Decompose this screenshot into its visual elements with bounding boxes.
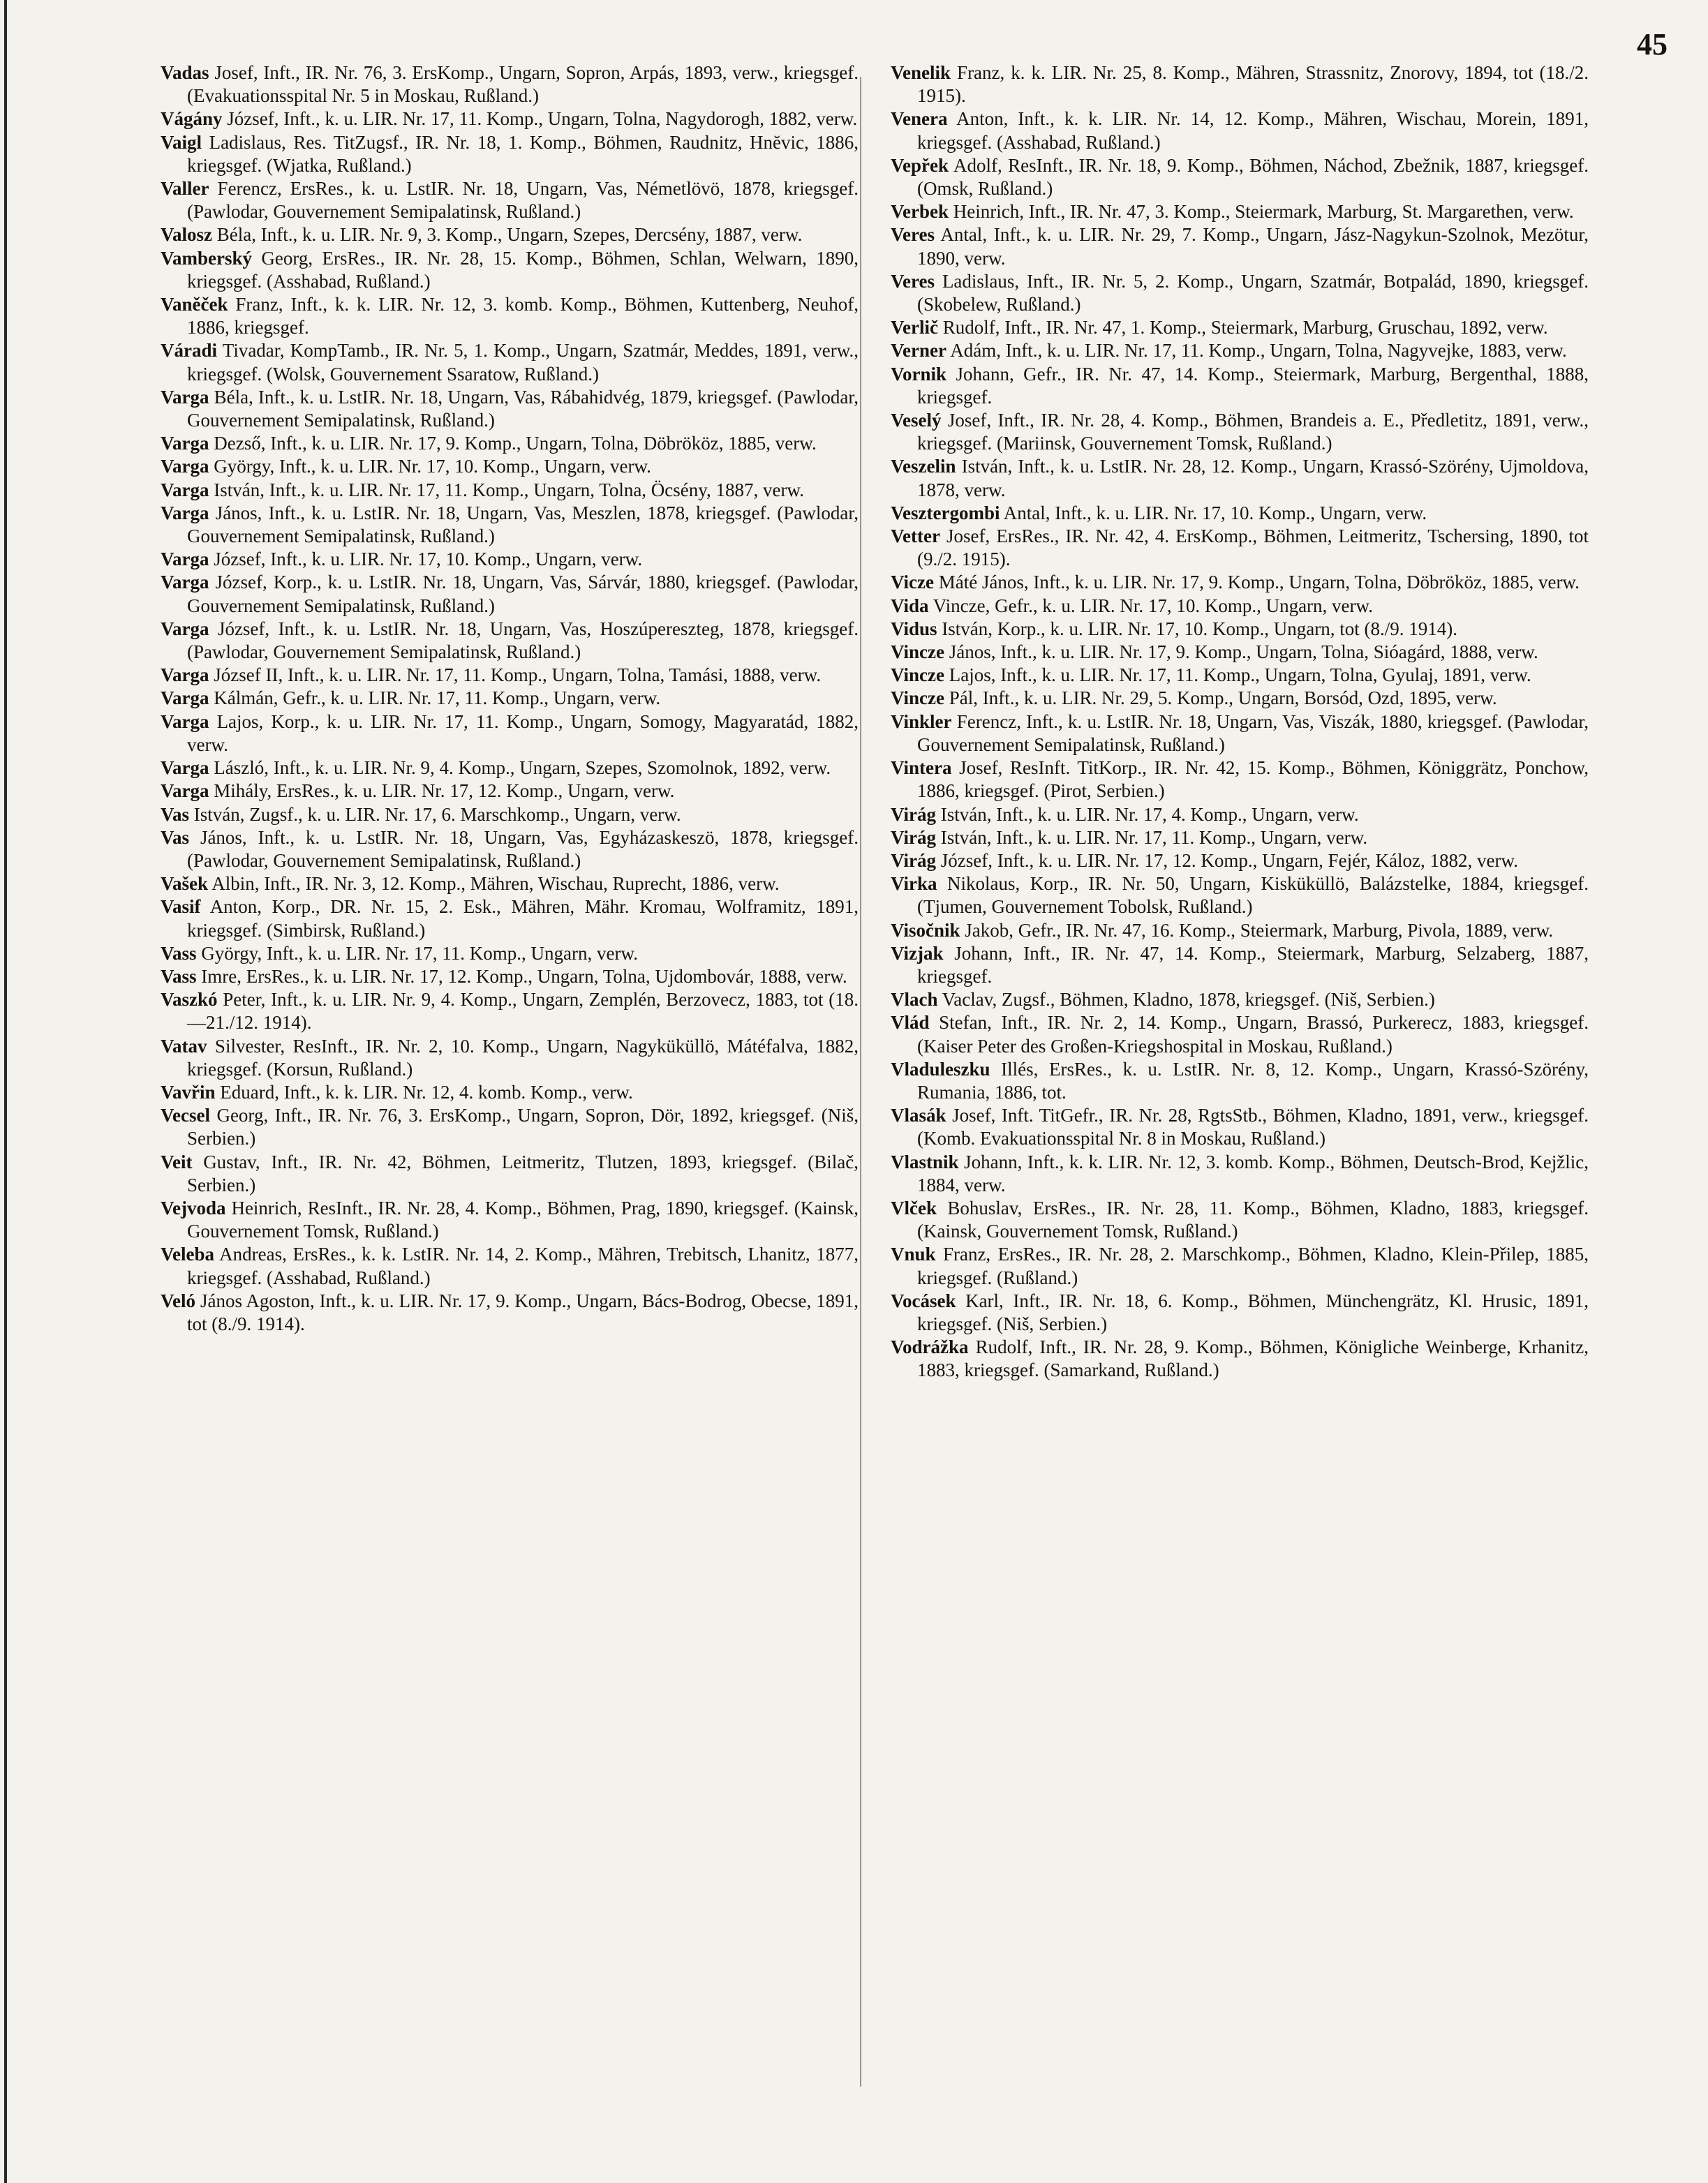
entry-details: István, Inft., k. u. LIR. Nr. 17, 11. Komp., Ungarn, verw. <box>940 826 1368 848</box>
entry-surname: Vocásek <box>891 1290 956 1311</box>
entry-details: Anton, Korp., DR. Nr. 15, 2. Esk., Mähren, Mähr. Kromau, Wolframitz, 1891, kriegsgef. (Simbirsk, Rußland.) <box>187 896 859 941</box>
entry-details: János, Inft., k. u. LstIR. Nr. 18, Ungarn, Vas, Egyházaskeszö, 1878, kriegsgef. (Pawlodar, Gouvernement Semipalatinsk, Rußland.) <box>187 826 859 871</box>
entry-details: Máté János, Inft., k. u. LIR. Nr. 17, 9. Komp., Ungarn, Tolna, Döbrököz, 1885, verw. <box>938 572 1580 593</box>
entry-details: János, Inft., k. u. LIR. Nr. 17, 9. Komp., Ungarn, Tolna, Sióagárd, 1888, verw. <box>949 641 1538 663</box>
page-number: 45 <box>1637 27 1668 61</box>
register-entry <box>161 757 859 780</box>
register-entry <box>891 316 1589 339</box>
entry-details: Peter, Inft., k. u. LIR. Nr. 9, 4. Komp., Ungarn, Zemplén, Berzovecz, 1883, tot (18.—21./12. 1914). <box>187 989 859 1034</box>
entry-surname: Vlasák <box>891 1105 946 1126</box>
entry-surname: Veres <box>891 224 935 246</box>
register-entry <box>161 1197 859 1243</box>
register-entry <box>891 803 1589 826</box>
register-entry <box>891 1104 1589 1150</box>
entry-surname: Varga <box>161 687 209 709</box>
register-entry <box>891 339 1589 362</box>
entry-surname: Vejvoda <box>161 1197 226 1219</box>
register-entry <box>891 710 1589 757</box>
register-entry <box>161 247 859 293</box>
register-entry <box>161 571 859 617</box>
entry-details: Karl, Inft., IR. Nr. 18, 6. Komp., Böhmen, Münchengrätz, Kl. Hrusic, 1891, kriegsgef. (Niš, Serbien.) <box>917 1290 1589 1334</box>
entry-surname: Varga <box>161 757 209 779</box>
register-entry <box>891 455 1589 501</box>
entry-surname: Valosz <box>161 224 213 246</box>
register-entry <box>891 1058 1589 1104</box>
register-entry <box>891 502 1589 525</box>
entry-details: Eduard, Inft., k. k. LIR. Nr. 12, 4. komb. Komp., verw. <box>220 1081 633 1103</box>
entry-details: Josef, ResInft. TitKorp., IR. Nr. 42, 15. Komp., Böhmen, Königgrätz, Ponchow, 1886, kriegsgef. (Pirot, Serbien.) <box>917 757 1589 802</box>
register-entry <box>891 595 1589 618</box>
register-entry <box>891 525 1589 571</box>
entry-surname: Vlastnik <box>891 1151 959 1172</box>
entry-details: Rudolf, Inft., IR. Nr. 28, 9. Komp., Böhmen, Königliche Weinberge, Krhanitz, 1883, kriegsgef. (Samarkand, Rußland.) <box>917 1336 1589 1381</box>
entry-details: Stefan, Inft., IR. Nr. 2, 14. Komp., Ungarn, Brassó, Purkerecz, 1883, kriegsgef. (Kaiser Peter des Großen-Kriegshospital in Moskau, Rußland.) <box>917 1012 1589 1057</box>
register-entry <box>161 710 859 757</box>
entry-surname: Vinkler <box>891 710 952 732</box>
entry-surname: Veselý <box>891 410 942 431</box>
entry-surname: Vatav <box>161 1035 207 1057</box>
entry-surname: Vizjak <box>891 942 944 964</box>
entry-surname: Venelik <box>891 62 951 83</box>
entry-surname: Veit <box>161 1151 193 1172</box>
entry-details: Josef, Inft., IR. Nr. 76, 3. ErsKomp., Ungarn, Sopron, Arpás, 1893, verw., kriegsgef. (Evakuationsspital Nr. 5 in Moskau, Rußland.) <box>187 62 859 107</box>
entry-details: Antal, Inft., k. u. LIR. Nr. 17, 10. Komp., Ungarn, verw. <box>1003 502 1427 523</box>
register-entry <box>161 1081 859 1104</box>
entry-surname: Varga <box>161 664 209 686</box>
entry-details: Bohuslav, ErsRes., IR. Nr. 28, 11. Komp., Böhmen, Kladno, 1883, kriegsgef. (Kainsk, Gouvernement Tomsk, Rußland.) <box>917 1197 1589 1242</box>
left-column <box>161 61 859 1336</box>
register-entry <box>161 803 859 826</box>
entry-details: Tivadar, KompTamb., IR. Nr. 5, 1. Komp., Ungarn, Szatmár, Meddes, 1891, verw., kriegsgef. (Wolsk, Gouvernement Ssaratow, Rußland.) <box>187 340 859 385</box>
register-entry <box>161 687 859 710</box>
entry-details: Ladislaus, Res. TitZugsf., IR. Nr. 18, 1. Komp., Böhmen, Raudnitz, Hnĕvic, 1886, kriegsgef. (Wjatka, Rußland.) <box>187 131 859 176</box>
register-entry <box>161 780 859 803</box>
entry-details: Béla, Inft., k. u. LstIR. Nr. 18, Ungarn, Vas, Rábahidvég, 1879, kriegsgef. (Pawlodar, Gouvernement Semipalatinsk, Rußland.) <box>187 386 859 431</box>
register-entry <box>891 223 1589 269</box>
entry-surname: Verlič <box>891 317 938 338</box>
entry-details: Josef, Inft., IR. Nr. 28, 4. Komp., Böhmen, Brandeis a. E., Předletitz, 1891, verw., kriegsgef. (Mariinsk, Gouvernement Tomsk, Rußland.) <box>917 410 1589 454</box>
entry-details: Rudolf, Inft., IR. Nr. 47, 1. Komp., Steiermark, Marburg, Gruschau, 1892, verw. <box>942 317 1548 338</box>
entry-surname: Visočnik <box>891 919 960 941</box>
entry-details: Nikolaus, Korp., IR. Nr. 50, Ungarn, Kisküküllö, Balázstelke, 1884, kriegsgef. (Tjumen, Gouvernement Tobolsk, Rußland.) <box>917 873 1589 918</box>
entry-surname: Vass <box>161 942 197 964</box>
entry-surname: Vágány <box>161 108 223 130</box>
entry-details: Antal, Inft., k. u. LIR. Nr. 29, 7. Komp., Ungarn, Jász-Nagykun-Szolnok, Mezötur, 1890, verw. <box>917 224 1589 269</box>
entry-surname: Veleba <box>161 1244 215 1265</box>
register-entry <box>161 293 859 339</box>
register-entry <box>161 131 859 177</box>
register-entry <box>161 339 859 385</box>
entry-surname: Varga <box>161 479 209 500</box>
entry-surname: Varga <box>161 433 209 454</box>
entry-details: József II, Inft., k. u. LIR. Nr. 17, 11. Komp., Ungarn, Tolna, Tamási, 1888, verw. <box>214 664 822 686</box>
entry-details: Heinrich, ResInft., IR. Nr. 28, 4. Komp., Böhmen, Prag, 1890, kriegsgef. (Kainsk, Gouvernement Tomsk, Rußland.) <box>187 1197 859 1242</box>
entry-details: Georg, ErsRes., IR. Nr. 28, 15. Komp., Böhmen, Schlan, Welwarn, 1890, kriegsgef. (Asshabad, Rußland.) <box>187 247 859 292</box>
register-entry <box>891 107 1589 154</box>
register-entry <box>891 1243 1589 1289</box>
entry-details: József, Inft., k. u. LIR. Nr. 17, 10. Komp., Ungarn, verw. <box>214 549 643 570</box>
register-entry <box>891 1151 1589 1197</box>
entry-surname: Vaigl <box>161 131 202 153</box>
entry-surname: Vnuk <box>891 1244 936 1265</box>
register-entry <box>891 200 1589 223</box>
entry-details: Silvester, ResInft., IR. Nr. 2, 10. Komp., Ungarn, Nagyküküllö, Mátéfalva, 1882, kriegsgef. (Korsun, Rußland.) <box>187 1035 859 1080</box>
entry-surname: Vamberský <box>161 247 253 269</box>
entry-details: Johann, Inft., k. k. LIR. Nr. 12, 3. komb. Komp., Böhmen, Deutsch-Brod, Kejžlic, 1884, verw. <box>917 1151 1589 1195</box>
register-entry <box>891 409 1589 455</box>
entry-surname: Vašek <box>161 873 209 895</box>
register-entry <box>891 1197 1589 1243</box>
entry-details: Gustav, Inft., IR. Nr. 42, Böhmen, Leitmeritz, Tlutzen, 1893, kriegsgef. (Bilač, Serbien.) <box>187 1151 859 1195</box>
register-entry <box>161 618 859 664</box>
entry-surname: Venera <box>891 108 948 130</box>
register-entry <box>161 942 859 965</box>
entry-details: Imre, ErsRes., k. u. LIR. Nr. 17, 12. Komp., Ungarn, Tolna, Ujdombovár, 1888, verw. <box>201 965 847 987</box>
entry-details: Vaclav, Zugsf., Böhmen, Kladno, 1878, kriegsgef. (Niš, Serbien.) <box>942 989 1435 1011</box>
entry-details: István, Inft., k. u. LIR. Nr. 17, 11. Komp., Ungarn, Tolna, Öcsény, 1887, verw. <box>214 479 804 500</box>
entry-details: Johann, Inft., IR. Nr. 47, 14. Komp., Steiermark, Marburg, Selzaberg, 1887, kriegsgef. <box>917 942 1589 987</box>
entry-surname: Varga <box>161 502 209 523</box>
entry-surname: Varga <box>161 456 209 477</box>
column-divider <box>860 77 861 2087</box>
entry-details: György, Inft., k. u. LIR. Nr. 17, 11. Komp., Ungarn, verw. <box>201 942 638 964</box>
register-entry <box>891 872 1589 918</box>
entry-surname: Vecsel <box>161 1105 210 1126</box>
entry-details: László, Inft., k. u. LIR. Nr. 9, 4. Komp., Ungarn, Szepes, Szomolnok, 1892, verw. <box>214 757 831 779</box>
entry-details: Adolf, ResInft., IR. Nr. 18, 9. Komp., Böhmen, Náchod, Zbežnik, 1887, kriegsgef. (Omsk, Rußland.) <box>917 154 1589 200</box>
entry-details: György, Inft., k. u. LIR. Nr. 17, 10. Komp., Ungarn, verw. <box>214 456 651 477</box>
register-entry <box>161 479 859 502</box>
entry-details: Ferencz, Inft., k. u. LstIR. Nr. 18, Ungarn, Vas, Viszák, 1880, kriegsgef. (Pawlodar, Gouvernement Semipalatinsk, Rußland.) <box>917 710 1589 755</box>
register-entry <box>161 872 859 895</box>
entry-details: Lajos, Korp., k. u. LIR. Nr. 17, 11. Komp., Ungarn, Somogy, Magyaratád, 1882, verw. <box>187 710 859 755</box>
entry-details: Johann, Gefr., IR. Nr. 47, 14. Komp., Steiermark, Marburg, Bergenthal, 1888, kriegsgef. <box>917 363 1589 408</box>
entry-details: Franz, k. k. LIR. Nr. 25, 8. Komp., Mähren, Strassnitz, Znorovy, 1894, tot (18./2. 1915). <box>917 62 1589 107</box>
entry-surname: Vetter <box>891 526 940 547</box>
register-entry <box>161 61 859 107</box>
entry-surname: Vepřek <box>891 154 949 176</box>
register-entry <box>161 223 859 246</box>
entry-surname: Vladuleszku <box>891 1058 990 1080</box>
entry-details: István, Korp., k. u. LIR. Nr. 17, 10. Komp., Ungarn, tot (8./9. 1914). <box>942 618 1457 639</box>
entry-surname: Vas <box>161 826 190 848</box>
register-entry <box>891 363 1589 409</box>
entry-surname: Valler <box>161 178 209 200</box>
entry-details: János, Inft., k. u. LstIR. Nr. 18, Ungarn, Vas, Meszlen, 1878, kriegsgef. (Pawlodar, Gouvernement Semipalatinsk, Rußland.) <box>187 502 859 547</box>
entry-details: Kálmán, Gefr., k. u. LIR. Nr. 17, 11. Komp., Ungarn, verw. <box>214 687 661 709</box>
entry-details: Dezső, Inft., k. u. LIR. Nr. 17, 9. Komp., Ungarn, Tolna, Döbrököz, 1885, verw. <box>214 433 817 454</box>
entry-surname: Verbek <box>891 201 949 223</box>
entry-details: Albin, Inft., IR. Nr. 3, 12. Komp., Mähren, Wischau, Ruprecht, 1886, verw. <box>211 873 780 895</box>
entry-details: Adám, Inft., k. u. LIR. Nr. 17, 11. Komp., Ungarn, Tolna, Nagyvejke, 1883, verw. <box>950 340 1567 362</box>
entry-surname: Vintera <box>891 757 952 779</box>
register-entry <box>161 965 859 988</box>
register-entry <box>161 107 859 131</box>
register-entry <box>161 432 859 455</box>
entry-surname: Varga <box>161 386 209 408</box>
entry-surname: Virka <box>891 873 937 895</box>
entry-surname: Váradi <box>161 340 217 362</box>
register-entry <box>891 270 1589 316</box>
entry-surname: Varga <box>161 780 209 802</box>
entry-details: Andreas, ErsRes., k. k. LstIR. Nr. 14, 2. Komp., Mähren, Trebitsch, Lhanitz, 1877, kriegsgef. (Asshabad, Rußland.) <box>187 1244 859 1288</box>
entry-details: János Agoston, Inft., k. u. LIR. Nr. 17, 9. Komp., Ungarn, Bács-Bodrog, Obecse, 1891, tot (8./9. 1914). <box>187 1290 859 1334</box>
register-entry <box>891 826 1589 849</box>
entry-surname: Vincze <box>891 641 944 663</box>
entry-surname: Virág <box>891 826 936 848</box>
register-entry <box>161 177 859 223</box>
entry-details: Josef, Inft. TitGefr., IR. Nr. 28, RgtsStb., Böhmen, Kladno, 1891, verw., kriegsgef. (Komb. Evakuationsspital Nr. 8 in Moskau, Rußland.) <box>917 1105 1589 1149</box>
register-entry <box>891 1290 1589 1336</box>
entry-surname: Vaszkó <box>161 989 218 1011</box>
entry-details: István, Inft., k. u. LIR. Nr. 17, 4. Komp., Ungarn, verw. <box>940 803 1359 825</box>
register-entry <box>161 386 859 432</box>
entry-surname: Vincze <box>891 664 944 686</box>
register-entry <box>891 988 1589 1011</box>
entry-surname: Veres <box>891 270 935 292</box>
entry-details: József, Inft., k. u. LIR. Nr. 17, 12. Komp., Ungarn, Fejér, Káloz, 1882, verw. <box>940 849 1518 871</box>
register-entry <box>891 618 1589 641</box>
entry-details: István, Zugsf., k. u. LIR. Nr. 17, 6. Marschkomp., Ungarn, verw. <box>193 803 681 825</box>
entry-details: József, Inft., k. u. LstIR. Nr. 18, Ungarn, Vas, Hoszúpereszteg, 1878, kriegsgef. (Pawlodar, Gouvernement Semipalatinsk, Rußland.) <box>187 618 859 663</box>
register-entry <box>161 826 859 872</box>
entry-surname: Vesztergombi <box>891 502 1000 523</box>
entry-details: Franz, ErsRes., IR. Nr. 28, 2. Marschkomp., Böhmen, Kladno, Klein-Přilep, 1885, kriegsgef. (Rußland.) <box>917 1244 1589 1288</box>
register-entry <box>161 548 859 571</box>
register-entry <box>891 849 1589 872</box>
entry-surname: Varga <box>161 572 209 593</box>
scan-edge-line <box>4 0 7 2183</box>
entry-details: József, Korp., k. u. LstIR. Nr. 18, Ungarn, Vas, Sárvár, 1880, kriegsgef. (Pawlodar, Gouvernement Semipalatinsk, Rußland.) <box>187 572 859 616</box>
register-entry <box>891 1336 1589 1382</box>
entry-details: Illés, ErsRes., k. u. LstIR. Nr. 8, 12. Komp., Ungarn, Krassó-Szörény, Rumania, 1886, tot. <box>917 1058 1589 1103</box>
entry-surname: Vlach <box>891 989 938 1011</box>
entry-details: Mihály, ErsRes., k. u. LIR. Nr. 17, 12. Komp., Ungarn, verw. <box>214 780 675 802</box>
entry-details: Josef, ErsRes., IR. Nr. 42, 4. ErsKomp., Böhmen, Leitmeritz, Tschersing, 1890, tot (9./2. 1915). <box>917 526 1589 570</box>
entry-surname: Vavřin <box>161 1081 216 1103</box>
entry-surname: Virág <box>891 803 936 825</box>
register-entry <box>891 571 1589 594</box>
register-entry <box>161 502 859 548</box>
entry-surname: Vasif <box>161 896 201 918</box>
entry-surname: Varga <box>161 710 209 732</box>
register-entry <box>891 61 1589 107</box>
register-entry <box>161 1290 859 1336</box>
register-entry <box>891 942 1589 988</box>
entry-surname: Vodrážka <box>891 1336 969 1358</box>
register-entry <box>161 1243 859 1289</box>
entry-surname: Vincze <box>891 687 944 709</box>
register-entry <box>161 455 859 478</box>
register-entry <box>161 1104 859 1150</box>
entry-surname: Vas <box>161 803 190 825</box>
entry-surname: Vicze <box>891 572 934 593</box>
entry-surname: Vadas <box>161 62 209 83</box>
register-entry <box>161 1035 859 1081</box>
right-column <box>891 61 1589 1383</box>
register-entry <box>891 757 1589 803</box>
register-entry <box>161 1151 859 1197</box>
entry-details: Lajos, Inft., k. u. LIR. Nr. 17, 11. Komp., Ungarn, Tolna, Gyulaj, 1891, verw. <box>949 664 1531 686</box>
entry-surname: Vida <box>891 595 929 616</box>
entry-surname: Vlád <box>891 1012 930 1034</box>
register-entry <box>161 895 859 941</box>
register-entry <box>161 664 859 687</box>
entry-surname: Vass <box>161 965 197 987</box>
entry-surname: Varga <box>161 549 209 570</box>
entry-details: Pál, Inft., k. u. LIR. Nr. 29, 5. Komp., Ungarn, Borsód, Ozd, 1895, verw. <box>949 687 1497 709</box>
entry-surname: Vidus <box>891 618 937 639</box>
entry-details: Vincze, Gefr., k. u. LIR. Nr. 17, 10. Komp., Ungarn, verw. <box>933 595 1374 616</box>
entry-surname: Veszelin <box>891 456 956 477</box>
register-entry <box>891 687 1589 710</box>
entry-details: Heinrich, Inft., IR. Nr. 47, 3. Komp., Steiermark, Marburg, St. Margarethen, verw. <box>953 201 1574 223</box>
entry-surname: Virág <box>891 849 936 871</box>
entry-details: Ladislaus, Inft., IR. Nr. 5, 2. Komp., Ungarn, Szatmár, Botpalád, 1890, kriegsgef. (Skobelew, Rußland.) <box>917 270 1589 315</box>
entry-details: Ferencz, ErsRes., k. u. LstIR. Nr. 18, Ungarn, Vas, Németlövö, 1878, kriegsgef. (Pawlodar, Gouvernement Semipalatinsk, Rußland.) <box>187 178 859 223</box>
entry-surname: Veló <box>161 1290 196 1311</box>
register-entry <box>891 664 1589 687</box>
register-entry <box>891 919 1589 942</box>
entry-surname: Vaněček <box>161 294 228 315</box>
entry-details: Jakob, Gefr., IR. Nr. 47, 16. Komp., Steiermark, Marburg, Pivola, 1889, verw. <box>965 919 1554 941</box>
register-entry <box>891 154 1589 200</box>
entry-details: Anton, Inft., k. k. LIR. Nr. 14, 12. Komp., Mähren, Wischau, Morein, 1891, kriegsgef. (Asshabad, Rußland.) <box>917 108 1589 153</box>
register-entry <box>891 1011 1589 1057</box>
entry-surname: Vlček <box>891 1197 937 1219</box>
entry-details: Georg, Inft., IR. Nr. 76, 3. ErsKomp., Ungarn, Sopron, Dör, 1892, kriegsgef. (Niš, Serbien.) <box>187 1105 859 1149</box>
entry-surname: Vornik <box>891 363 947 385</box>
entry-surname: Verner <box>891 340 946 362</box>
entry-details: Béla, Inft., k. u. LIR. Nr. 9, 3. Komp., Ungarn, Szepes, Dercsény, 1887, verw. <box>216 224 803 246</box>
entry-details: József, Inft., k. u. LIR. Nr. 17, 11. Komp., Ungarn, Tolna, Nagydorogh, 1882, verw. <box>227 108 858 130</box>
register-entry <box>161 988 859 1034</box>
entry-details: István, Inft., k. u. LstIR. Nr. 28, 12. Komp., Ungarn, Krassó-Szörény, Ujmoldova, 1878, verw. <box>917 456 1589 500</box>
entry-surname: Varga <box>161 618 209 639</box>
register-entry <box>891 641 1589 664</box>
entry-details: Franz, Inft., k. k. LIR. Nr. 12, 3. komb. Komp., Böhmen, Kuttenberg, Neuhof, 1886, kriegsgef. <box>187 294 859 338</box>
